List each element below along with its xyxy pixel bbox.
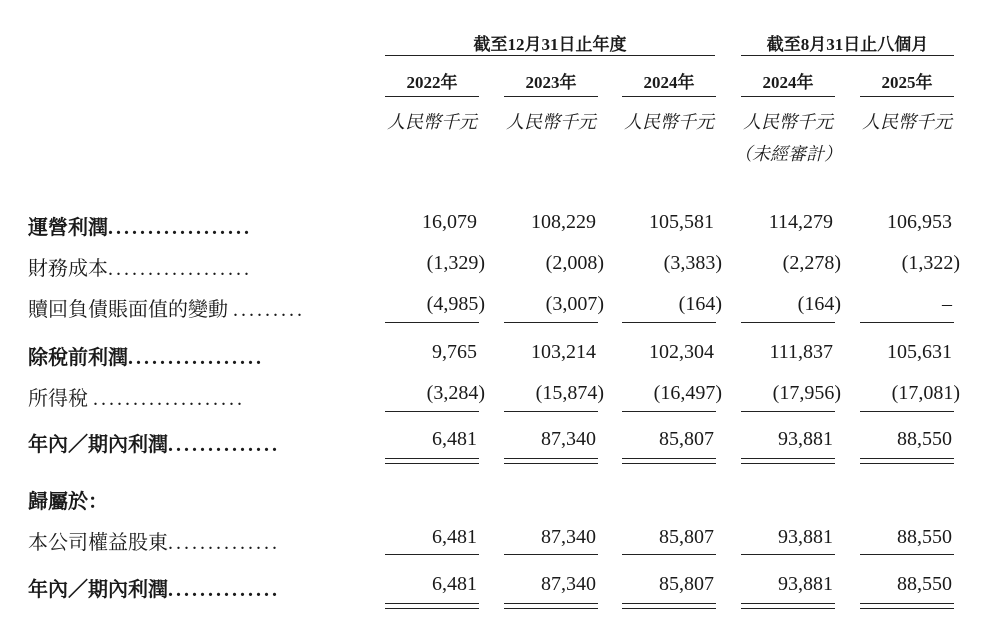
value-cell: 105,581: [649, 211, 714, 233]
value-cell: 102,304: [649, 341, 714, 363]
value-cell: 85,807: [659, 573, 714, 595]
total-double-rule: [741, 458, 835, 464]
value-cell: 87,340: [541, 526, 596, 548]
value-cell: 105,631: [887, 341, 952, 363]
row-label-profit-for-period-total: 年內／期內利潤..............: [28, 579, 280, 601]
row-label-income-tax: 所得稅 ...................: [28, 388, 245, 410]
subtotal-rule: [385, 411, 479, 412]
value-cell: (17,081): [891, 382, 960, 404]
value-cell: 88,550: [897, 526, 952, 548]
year-underline: [622, 96, 716, 97]
subtotal-rule: [385, 554, 479, 555]
year-underline: [504, 96, 598, 97]
total-double-rule: [622, 458, 716, 464]
year-underline: [385, 96, 479, 97]
subtotal-rule: [385, 322, 479, 323]
unit-label: 人民幣千元: [743, 112, 833, 132]
value-cell: 87,340: [541, 573, 596, 595]
total-double-rule: [385, 603, 479, 609]
subtotal-rule: [741, 322, 835, 323]
row-label-equity-shareholders: 本公司權益股東..............: [28, 532, 280, 554]
row-label-profit-before-tax: 除稅前利潤.................: [28, 347, 264, 369]
value-cell: (1,329): [426, 252, 485, 274]
value-cell: 6,481: [432, 526, 477, 548]
header-group-year-ended: 截至12月31日止年度: [473, 35, 627, 54]
value-cell: 88,550: [897, 573, 952, 595]
subtotal-rule: [622, 411, 716, 412]
unit-label: 人民幣千元: [624, 112, 714, 132]
value-cell: 106,953: [887, 211, 952, 233]
subtotal-rule: [504, 322, 598, 323]
value-cell: (2,278): [782, 252, 841, 274]
total-double-rule: [504, 603, 598, 609]
total-double-rule: [860, 458, 954, 464]
year-underline: [860, 96, 954, 97]
value-cell: 87,340: [541, 428, 596, 450]
value-cell: 93,881: [778, 526, 833, 548]
value-cell: 6,481: [432, 573, 477, 595]
value-cell: –: [942, 293, 952, 315]
value-cell: (3,383): [663, 252, 722, 274]
year-header: 2024年: [762, 73, 814, 92]
row-label-operating-profit: 運營利潤..................: [28, 217, 252, 239]
year-header: 2025年: [881, 73, 933, 92]
value-cell: (164): [678, 293, 722, 315]
subtotal-rule: [860, 411, 954, 412]
value-cell: (16,497): [653, 382, 722, 404]
row-label-attributable-to: 歸屬於：: [28, 491, 108, 513]
header-group-divider: [741, 55, 954, 56]
value-cell: (3,007): [545, 293, 604, 315]
subtotal-rule: [504, 411, 598, 412]
value-cell: (4,985): [426, 293, 485, 315]
subtotal-rule: [741, 554, 835, 555]
unit-label: 人民幣千元: [387, 112, 477, 132]
total-double-rule: [622, 603, 716, 609]
value-cell: 88,550: [897, 428, 952, 450]
unaudited-label: （未經審計）: [734, 144, 842, 164]
row-label-redemption-liability-change: 贖回負債賬面值的變動 .........: [28, 299, 305, 321]
subtotal-rule: [860, 322, 954, 323]
value-cell: (3,284): [426, 382, 485, 404]
row-label-finance-costs: 財務成本..................: [28, 258, 252, 280]
value-cell: 85,807: [659, 428, 714, 450]
value-cell: 16,079: [422, 211, 477, 233]
year-header: 2022年: [406, 73, 458, 92]
row-label-profit-for-period: 年內／期內利潤..............: [28, 434, 280, 456]
unit-label: 人民幣千元: [862, 112, 952, 132]
total-double-rule: [860, 603, 954, 609]
year-header: 2023年: [525, 73, 577, 92]
value-cell: (2,008): [545, 252, 604, 274]
value-cell: 111,837: [769, 341, 833, 363]
value-cell: (1,322): [901, 252, 960, 274]
value-cell: (15,874): [535, 382, 604, 404]
unit-label: 人民幣千元: [506, 112, 596, 132]
header-group-divider: [385, 55, 715, 56]
value-cell: 103,214: [531, 341, 596, 363]
year-header: 2024年: [643, 73, 695, 92]
subtotal-rule: [741, 411, 835, 412]
year-underline: [741, 96, 835, 97]
header-group-eight-months: 截至8月31日止八個月: [766, 35, 929, 54]
value-cell: 9,765: [432, 341, 477, 363]
value-cell: 93,881: [778, 573, 833, 595]
subtotal-rule: [504, 554, 598, 555]
total-double-rule: [741, 603, 835, 609]
total-double-rule: [385, 458, 479, 464]
subtotal-rule: [622, 322, 716, 323]
total-double-rule: [504, 458, 598, 464]
value-cell: 6,481: [432, 428, 477, 450]
value-cell: 108,229: [531, 211, 596, 233]
value-cell: 93,881: [778, 428, 833, 450]
value-cell: 114,279: [768, 211, 833, 233]
value-cell: 85,807: [659, 526, 714, 548]
value-cell: (164): [797, 293, 841, 315]
subtotal-rule: [860, 554, 954, 555]
subtotal-rule: [622, 554, 716, 555]
value-cell: (17,956): [772, 382, 841, 404]
